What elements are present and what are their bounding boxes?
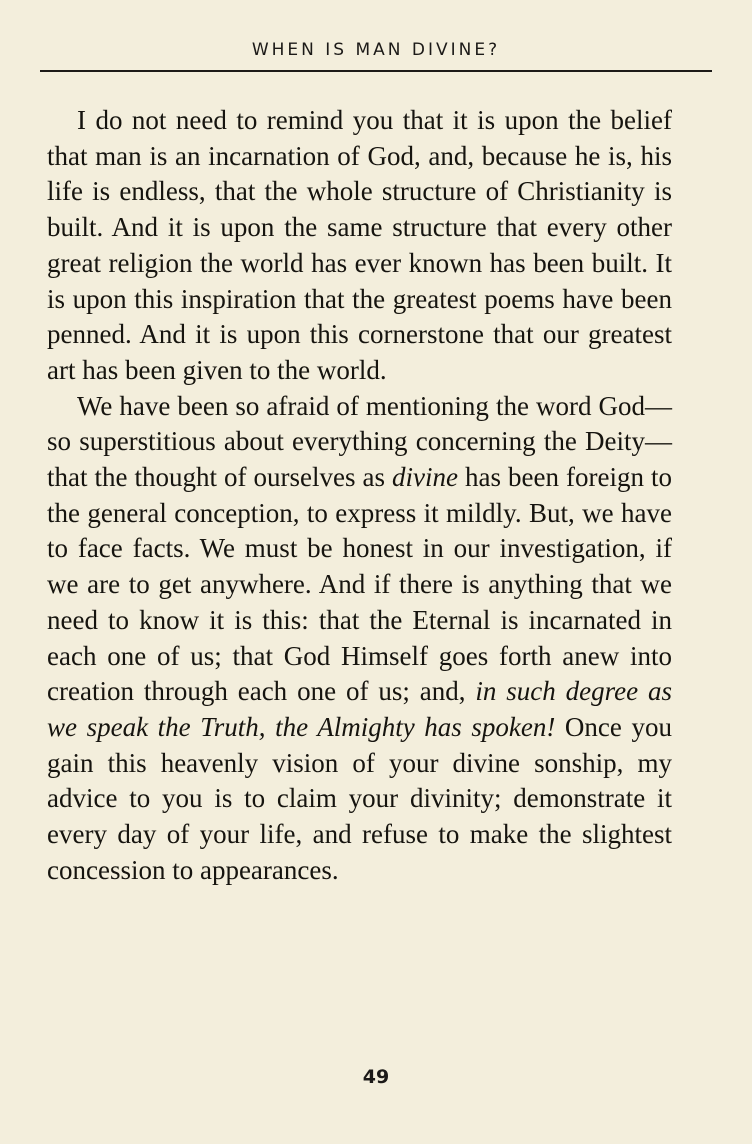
paragraph-1: I do not need to remind you that it is upon the belief that man is an incarnation of God, and, because he is, his life is endless, that the whole structure of Christianity is built. And it is upon the same structure that every other great religion the world has ever known has been built. It is upon this inspiration that the greatest poems have been penned. And it is upon this cornerstone that our greatest art has been given to the world. bbox=[47, 105, 672, 385]
paragraph-2-part-2: has been foreign to the general conception, to express it mildly. But, we have to face facts. We must be honest in our investigation, if we are to get anywhere. And if there is anything that we need to know it is this: that the Eternal is incarnated in each one of us; that God Himself goes forth anew into creation through each one of us; and, bbox=[47, 462, 673, 707]
page-number: 49 bbox=[362, 1066, 390, 1088]
italic-truth-phrase: in such degree as we speak the Truth, the Almighty has spoken! bbox=[47, 676, 672, 742]
paragraph-2-part-3: Once you gain this heavenly vision of your divine sonship, my advice to you is to claim your divinity; demonstrate it every day of your life, and refuse to make the slightest concession to appearances. bbox=[47, 711, 672, 885]
paragraph-2-part-1: We have been so afraid of mentioning the word God—so superstitious about everything concerning the Deity—that the thought of ourselves as bbox=[47, 390, 672, 493]
italic-divine: divine bbox=[392, 462, 459, 493]
running-head: WHEN IS MAN DIVINE? bbox=[251, 40, 501, 60]
paragraph-2 bbox=[47, 389, 672, 889]
body-text bbox=[47, 103, 672, 888]
header-rule bbox=[40, 70, 712, 72]
